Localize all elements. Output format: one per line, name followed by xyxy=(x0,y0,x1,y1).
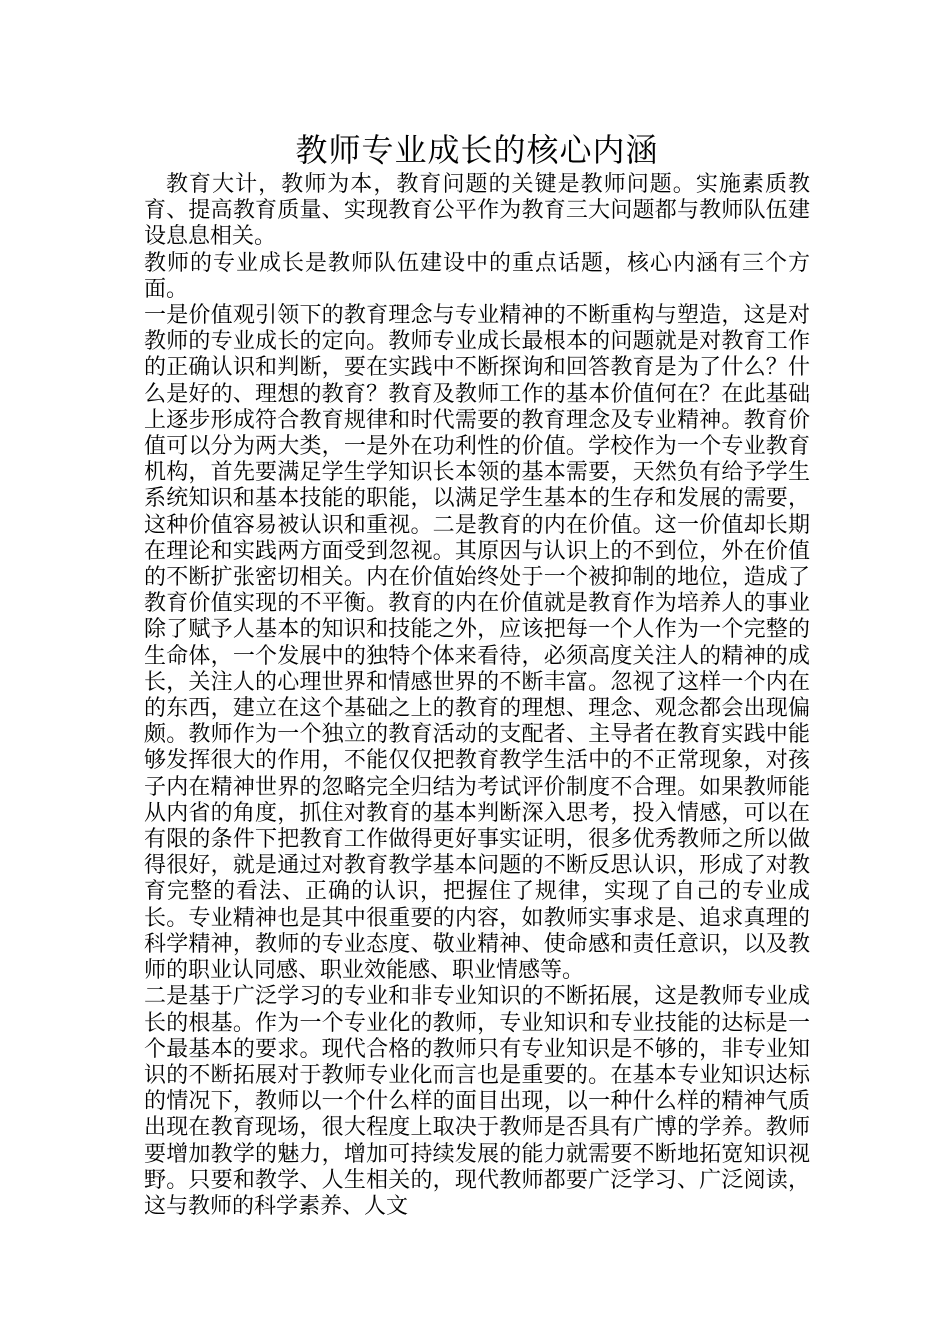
paragraph-intro: 教育大计，教师为本，教育问题的关键是教师问题。实施素质教育、提高教育质量、实现教育公平作为教育三大问题都与教师队伍建设息息相关。 xyxy=(144,172,810,250)
paragraph-point-one: 一是价值观引领下的教育理念与专业精神的不断重构与塑造，这是对教师的专业成长的定向。教师专业成长最根本的问题就是对教育工作的正确认识和判断，要在实践中不断探询和回答教育是为了什么？什么是好的、理想的教育？教育及教师工作的基本价值何在？在此基础上逐步形成符合教育规律和时代需要的教育理念及专业精神。教育价值可以分为两大类，一是外在功利性的价值。学校作为一个专业教育机构，首先要满足学生学知识长本领的基本需要，天然负有给予学生系统知识和基本技能的职能，以满足学生基本的生存和发展的需要，这种价值容易被认识和重视。二是教育的内在价值。这一价值却长期在理论和实践两方面受到忽视。其原因与认识上的不到位，外在价值的不断扩张密切相关。内在价值始终处于一个被抑制的地位，造成了教育价值实现的不平衡。教育的内在价值就是教育作为培养人的事业除了赋予人基本的知识和技能之外，应该把每一个人作为一个完整的生命体，一个发展中的独特个体来看待，必须高度关注人的精神的成长，关注人的心理世界和情感世界的不断丰富。忽视了这样一个内在的东西，建立在这个基础之上的教育的理想、理念、观念都会出现偏颇。教师作为一个独立的教育活动的支配者、主导者在教育实践中能够发挥很大的作用，不能仅仅把教育教学生活中的不正常现象，对孩子内在精神世界的忽略完全归结为考试评价制度不合理。如果教师能从内省的角度，抓住对教育的基本判断深入思考，投入情感，可以在有限的条件下把教育工作做得更好事实证明，很多优秀教师之所以做得很好，就是通过对教育教学基本问题的不断反思认识，形成了对教育完整的看法、正确的认识，把握住了规律，实现了自己的专业成长。专业精神也是其中很重要的内容，如教师实事求是、追求真理的科学精神，教师的专业态度、敬业精神、使命感和责任意识，以及教师的职业认同感、职业效能感、职业情感等。 xyxy=(144,303,810,984)
paragraph-point-two: 二是基于广泛学习的专业和非专业知识的不断拓展，这是教师专业成长的根基。作为一个专业化的教师，专业知识和专业技能的达标是一个最基本的要求。现代合格的教师只有专业知识是不够的，非专业知识的不断拓展对于教师专业化而言也是重要的。在基本专业知识达标的情况下，教师以一个什么样的面目出现，以一种什么样的精神气质出现在教育现场，很大程度上取决于教师是否具有广博的学养。教师要增加教学的魅力，增加可持续发展的能力就需要不断地拓宽知识视野。只要和教学、人生相关的，现代教师都要广泛学习、广泛阅读，这与教师的科学素养、人文 xyxy=(144,984,810,1219)
paragraph-overview: 教师的专业成长是教师队伍建设中的重点话题，核心内涵有三个方面。 xyxy=(144,250,810,302)
document-title: 教师专业成长的核心内涵 xyxy=(295,131,659,169)
document-body xyxy=(144,128,810,1220)
